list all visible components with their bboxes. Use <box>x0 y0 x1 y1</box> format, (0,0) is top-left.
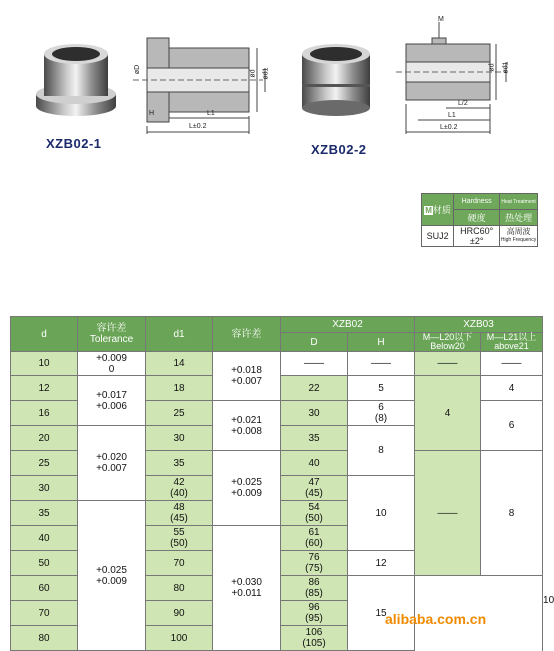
header-H: H <box>348 333 415 352</box>
cell-m-below20: —— <box>415 352 481 376</box>
cell-tolerance-d1: +0.021 +0.008 <box>213 401 281 451</box>
cell-H: 15 <box>348 576 415 651</box>
dim-L-label: L±0.2 <box>440 124 458 131</box>
cell-d: 10 <box>11 352 78 376</box>
cell-D: 96 (95) <box>281 601 348 626</box>
cell-m-above21: 4 <box>481 376 543 401</box>
cell-tolerance-d1: +0.025 +0.009 <box>213 451 281 526</box>
material-value: SUJ2 <box>422 226 454 247</box>
cell-H: 10 <box>348 476 415 551</box>
dim-L2-label: L/2 <box>458 100 468 107</box>
cell-d: 12 <box>11 376 78 401</box>
material-header-cell <box>422 194 454 226</box>
material-logo-icon: M <box>425 206 432 215</box>
header-xzb02: XZB02 <box>281 317 415 333</box>
dim-L-label: L±0.2 <box>189 123 207 130</box>
header-D: D <box>281 333 348 352</box>
dim-d-label: ød <box>488 63 496 72</box>
cell-d: 70 <box>11 601 78 626</box>
flanged-bushing-image <box>32 36 122 126</box>
dim-H-label: H <box>149 110 155 117</box>
cell-d1: 42 (40) <box>146 476 213 501</box>
cell-d1: 30 <box>146 426 213 451</box>
cell-D: 35 <box>281 426 348 451</box>
header-m-below20 <box>415 333 481 352</box>
heat-value-en: High Frequency <box>500 237 537 243</box>
heat-header-cn: 热处理 <box>500 210 538 226</box>
table-row: 50 70 76 (75) 12 10 <box>11 551 543 576</box>
header-tolerance-2: 容许差 <box>213 317 281 352</box>
cell-d: 40 <box>11 526 78 551</box>
header-tolerance-en: Tolerance <box>89 334 134 345</box>
header-m-above21-line1: M—L21以上 <box>486 332 537 342</box>
cell-D: —— <box>281 352 348 376</box>
cell-d: 16 <box>11 401 78 426</box>
dimension-table <box>10 316 554 651</box>
cell-tolerance: +0.017 +0.006 <box>78 376 146 426</box>
cell-tolerance: +0.020 +0.007 <box>78 426 146 501</box>
cell-d: 30 <box>11 476 78 501</box>
cell-D: 86 (85) <box>281 576 348 601</box>
cell-d1: 14 <box>146 352 213 376</box>
cell-d: 25 <box>11 451 78 476</box>
cell-d1: 90 <box>146 601 213 626</box>
cell-m-above21: —— <box>481 352 543 376</box>
product-photo-xzb02-2 <box>296 40 376 120</box>
cell-m-below20: 4 <box>415 376 481 451</box>
heat-header-en: Heat Treatment <box>500 194 538 210</box>
technical-drawing-xzb02-2 <box>396 16 546 140</box>
cell-D: 76 (75) <box>281 551 348 576</box>
hardness-value: HRC60°±2° <box>454 226 500 247</box>
cell-H: 6 (8) <box>348 401 415 426</box>
cell-tolerance-d1: +0.030 +0.011 <box>213 526 281 651</box>
drawing-left-svg <box>133 30 283 140</box>
cell-m-above21: 6 <box>481 401 543 451</box>
cell-tolerance: +0.025 +0.009 <box>78 501 146 651</box>
cell-D: 61 (60) <box>281 526 348 551</box>
header-m-above21-line2: above21 <box>494 341 529 351</box>
dim-L1-label: L1 <box>448 112 456 119</box>
hardness-header-en: Hardness <box>454 194 500 210</box>
dim-D-label: øD <box>134 64 142 75</box>
heat-value-cn: 高周波 <box>506 227 531 236</box>
cell-D: 47 (45) <box>281 476 348 501</box>
dim-M-label: M <box>438 16 444 23</box>
dim-d1-label: ød1 <box>262 67 270 80</box>
cell-D: 106 (105) <box>281 626 348 651</box>
header-m-below20-line1: M—L20以下 <box>422 332 473 342</box>
header-xzb03: XZB03 <box>415 317 543 333</box>
cell-D: 22 <box>281 376 348 401</box>
header-tolerance-cn: 容许差 <box>96 323 127 334</box>
header-d: d <box>11 317 78 352</box>
product-photo-xzb02-1 <box>32 36 122 126</box>
heat-value <box>500 226 538 247</box>
cell-H: 8 <box>348 426 415 476</box>
dim-d1-label: ød1 <box>502 61 510 74</box>
dim-d-label: ød <box>249 69 257 78</box>
cell-tolerance-d1: +0.018 +0.007 <box>213 352 281 401</box>
technical-drawing-xzb02-1 <box>133 30 283 140</box>
cell-H: 5 <box>348 376 415 401</box>
table-row <box>11 352 543 376</box>
cell-d1: 48 (45) <box>146 501 213 526</box>
straight-bushing-image <box>296 40 376 120</box>
cell-d: 35 <box>11 501 78 526</box>
cell-d: 20 <box>11 426 78 451</box>
cell-d: 80 <box>11 626 78 651</box>
dim-L1-label: L1 <box>207 110 215 117</box>
cell-d1: 55 (50) <box>146 526 213 551</box>
header-tolerance <box>78 317 146 352</box>
cell-m-below20: —— <box>415 451 481 576</box>
material-table <box>421 193 538 247</box>
product-label-xzb02-1: XZB02-1 <box>46 136 102 151</box>
cell-d1: 18 <box>146 376 213 401</box>
material-header: 材质 <box>432 205 451 215</box>
cell-H: —— <box>348 352 415 376</box>
cell-m-above21: 8 <box>481 451 543 576</box>
cell-D: 54 (50) <box>281 501 348 526</box>
cell-D: 30 <box>281 401 348 426</box>
drawing-right-svg <box>396 16 546 140</box>
cell-D: 40 <box>281 451 348 476</box>
cell-d1: 25 <box>146 401 213 426</box>
watermark: alibaba.com.cn <box>385 611 487 627</box>
header-m-below20-line2: Below20 <box>430 341 465 351</box>
header-m-above21 <box>481 333 543 352</box>
cell-d1: 70 <box>146 551 213 576</box>
hardness-header-cn: 硬度 <box>454 210 500 226</box>
cell-d: 50 <box>11 551 78 576</box>
header-d1: d1 <box>146 317 213 352</box>
cell-tolerance: +0.009 0 <box>78 352 146 376</box>
cell-d1: 80 <box>146 576 213 601</box>
product-label-xzb02-2: XZB02-2 <box>311 142 367 157</box>
cell-H: 12 <box>348 551 415 576</box>
cell-d: 60 <box>11 576 78 601</box>
cell-d1: 35 <box>146 451 213 476</box>
cell-d1: 100 <box>146 626 213 651</box>
